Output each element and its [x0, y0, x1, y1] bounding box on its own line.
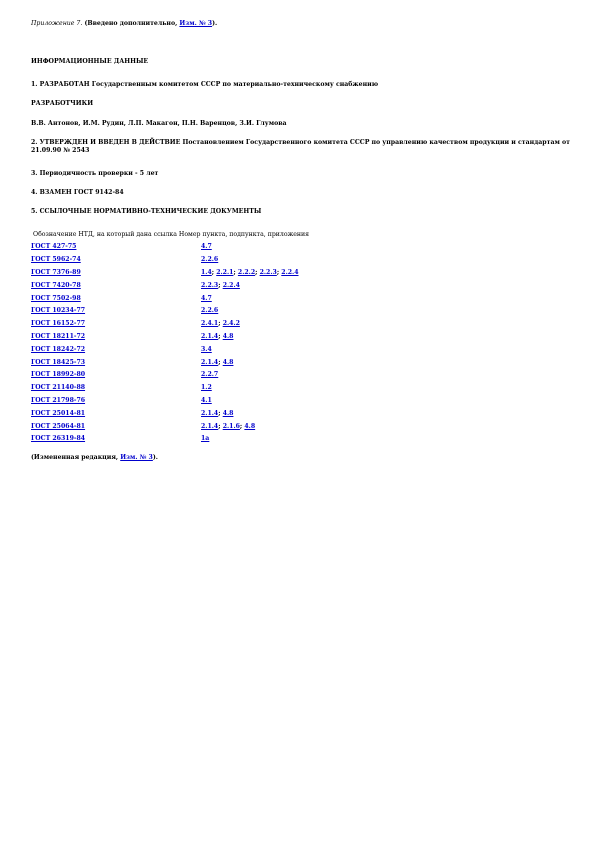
ref-link[interactable]: 3.4 [201, 345, 212, 353]
item-review-period: 3. Периодичность проверки - 5 лет [31, 170, 159, 177]
ref-separator: ; [218, 409, 223, 417]
ref-separator: ; [211, 269, 217, 276]
developers-title: РАЗРАБОТЧИКИ [31, 100, 94, 107]
table-row [31, 357, 571, 370]
ref-link[interactable]: 2.2.3 [259, 269, 277, 276]
table-cell-doc [31, 382, 85, 395]
appendix-note-suffix: ). [212, 20, 218, 27]
table-cell-doc [31, 241, 76, 254]
table-cell-doc [31, 357, 85, 370]
ref-link[interactable]: 4.8 [244, 422, 256, 430]
ref-link[interactable]: 2.2.4 [222, 281, 240, 289]
table-cell-refs [201, 344, 212, 357]
ref-link[interactable]: 2.2.6 [201, 256, 219, 264]
table-cell-doc [31, 293, 81, 306]
table-cell-refs [201, 318, 240, 331]
appendix-note-prefix: Приложение 7. [31, 20, 83, 27]
table-cell-doc [31, 395, 85, 408]
doc-link[interactable]: ГОСТ 25014-81 [31, 409, 86, 417]
table-row [31, 318, 571, 331]
doc-link[interactable]: ГОСТ 18211-72 [31, 333, 86, 340]
table-header [33, 229, 309, 242]
footer-note-prefix: (Измененная редакция, [31, 454, 121, 461]
doc-link[interactable]: ГОСТ 7376-89 [31, 269, 81, 276]
table-cell-refs [201, 433, 209, 446]
ref-link[interactable]: 4.8 [222, 358, 234, 366]
doc-link[interactable]: ГОСТ 25064-81 [31, 422, 86, 430]
table-cell-refs [201, 382, 212, 395]
table-cell-doc [31, 433, 85, 446]
ref-link[interactable]: 4.1 [201, 397, 212, 404]
ref-separator: ; [239, 422, 245, 430]
doc-link[interactable]: ГОСТ 5962-74 [31, 256, 81, 264]
ref-separator: ; [218, 333, 223, 340]
table-row [31, 293, 571, 306]
ref-link[interactable]: 4.7 [201, 294, 212, 302]
ref-link[interactable]: 4.8 [222, 333, 234, 340]
ref-separator: ; [233, 269, 238, 276]
doc-link[interactable]: ГОСТ 16152-77 [31, 320, 86, 328]
table-row [31, 254, 571, 267]
table-cell-refs [201, 241, 212, 254]
amendment-link[interactable]: Изм. № 3 [179, 20, 213, 27]
table-cell-refs [201, 254, 218, 267]
table-cell-refs [201, 280, 240, 293]
table-cell-doc [31, 267, 81, 280]
doc-link[interactable]: ГОСТ 18242-72 [31, 345, 86, 353]
table-row [31, 305, 571, 318]
item-developed-by: 1. РАЗРАБОТАН Государственным комитетом СССР по материально-техническому снабжению [31, 81, 379, 88]
table-cell-doc [31, 421, 85, 434]
ref-separator: ; [218, 320, 223, 328]
doc-link[interactable]: ГОСТ 10234-77 [31, 307, 86, 315]
table-cell-doc [31, 331, 85, 344]
ref-link[interactable]: 2.1.4 [201, 333, 219, 340]
table-cell-doc [31, 408, 85, 421]
ref-separator: ; [218, 422, 223, 430]
ref-link[interactable]: 2.2.3 [201, 281, 219, 289]
developers-names: В.В. Антонов, И.М. Рудин, Л.П. Макагон, П.Н. Варенцов, З.И. Глумова [31, 120, 287, 127]
table-cell-doc [31, 254, 81, 267]
table-row [31, 241, 571, 254]
appendix-note-middle: (Введено дополнительно, [82, 20, 180, 27]
info-title: ИНФОРМАЦИОННЫЕ ДАННЫЕ [31, 58, 149, 65]
doc-link[interactable]: ГОСТ 427-75 [31, 243, 77, 251]
doc-link[interactable]: ГОСТ 18425-73 [31, 358, 86, 366]
ref-separator: ; [276, 269, 282, 276]
table-cell-refs [201, 357, 233, 370]
ref-link[interactable]: 2.4.2 [222, 320, 240, 328]
table-row [31, 331, 571, 344]
table-row [31, 267, 571, 280]
table-cell-refs [201, 305, 218, 318]
table-cell-doc [31, 344, 85, 357]
ref-link[interactable]: 2.2.2 [237, 269, 256, 276]
table-cell-refs [201, 267, 299, 280]
table-row [31, 421, 571, 434]
table-row [31, 280, 571, 293]
ref-link[interactable]: 2.2.1 [216, 269, 234, 276]
doc-link[interactable]: ГОСТ 26319-84 [31, 435, 86, 443]
table-row [31, 395, 571, 408]
table-row [31, 382, 571, 395]
ref-separator: ; [218, 358, 223, 366]
table-row [31, 344, 571, 357]
ref-link[interactable]: 2.2.6 [201, 307, 219, 315]
doc-link[interactable]: ГОСТ 21140-88 [31, 384, 86, 392]
table-cell-refs [201, 369, 218, 382]
doc-link[interactable]: ГОСТ 21798-76 [31, 397, 86, 404]
ref-separator: ; [218, 281, 223, 289]
doc-link[interactable]: ГОСТ 7420-78 [31, 281, 81, 289]
table-cell-doc [31, 305, 85, 318]
appendix-note [31, 20, 217, 28]
table-row [31, 408, 571, 421]
table-cell-doc [31, 318, 85, 331]
table-cell-refs [201, 331, 233, 344]
footer-note [31, 454, 158, 462]
ref-link[interactable]: 2.2.4 [281, 269, 299, 276]
ref-link[interactable]: 2.2.7 [201, 371, 219, 379]
table-cell-doc [31, 369, 85, 382]
ref-separator: ; [255, 269, 260, 276]
item-approved: 2. УТВЕРЖДЕН И ВВЕДЕН В ДЕЙСТВИЕ Постановлением Государственного комитета СССР по управлению качеством продукции и стандартам от 21.09.90 № 2543 [31, 139, 570, 154]
table-cell-refs [201, 395, 212, 408]
ref-link[interactable]: 2.1.6 [222, 422, 240, 430]
ref-link[interactable]: 1.2 [201, 384, 212, 392]
table-header-doc: Обозначение НТД, на который дана ссылка [33, 231, 177, 238]
ref-link[interactable]: 2.1.4 [201, 422, 219, 430]
table-cell-refs [201, 408, 233, 421]
ref-link[interactable]: 2.1.4 [201, 358, 219, 366]
item-references-title: 5. ССЫЛОЧНЫЕ НОРМАТИВНО-ТЕХНИЧЕСКИЕ ДОКУМЕНТЫ [31, 208, 262, 215]
footer-note-suffix: ). [152, 454, 158, 461]
table-cell-refs [201, 421, 255, 434]
footer-amendment-link[interactable]: Изм. № 3 [120, 454, 153, 461]
ref-link[interactable]: 1.4 [201, 269, 212, 276]
ref-link[interactable]: 2.1.4 [201, 409, 219, 417]
table-header-refs: Номер пункта, подпункта, приложения [178, 231, 310, 238]
ref-link[interactable]: 4.8 [222, 409, 234, 417]
table-cell-refs [201, 293, 212, 306]
ref-link[interactable]: 2.4.1 [201, 320, 219, 328]
table-cell-doc [31, 280, 81, 293]
doc-link[interactable]: ГОСТ 18992-80 [31, 371, 86, 379]
ref-link[interactable]: 1а [201, 435, 210, 443]
table-row [31, 433, 571, 446]
table-row [31, 369, 571, 382]
doc-link[interactable]: ГОСТ 7502-98 [31, 294, 81, 302]
ref-link[interactable]: 4.7 [201, 243, 212, 251]
item-replaces: 4. ВЗАМЕН ГОСТ 9142-84 [31, 189, 124, 196]
